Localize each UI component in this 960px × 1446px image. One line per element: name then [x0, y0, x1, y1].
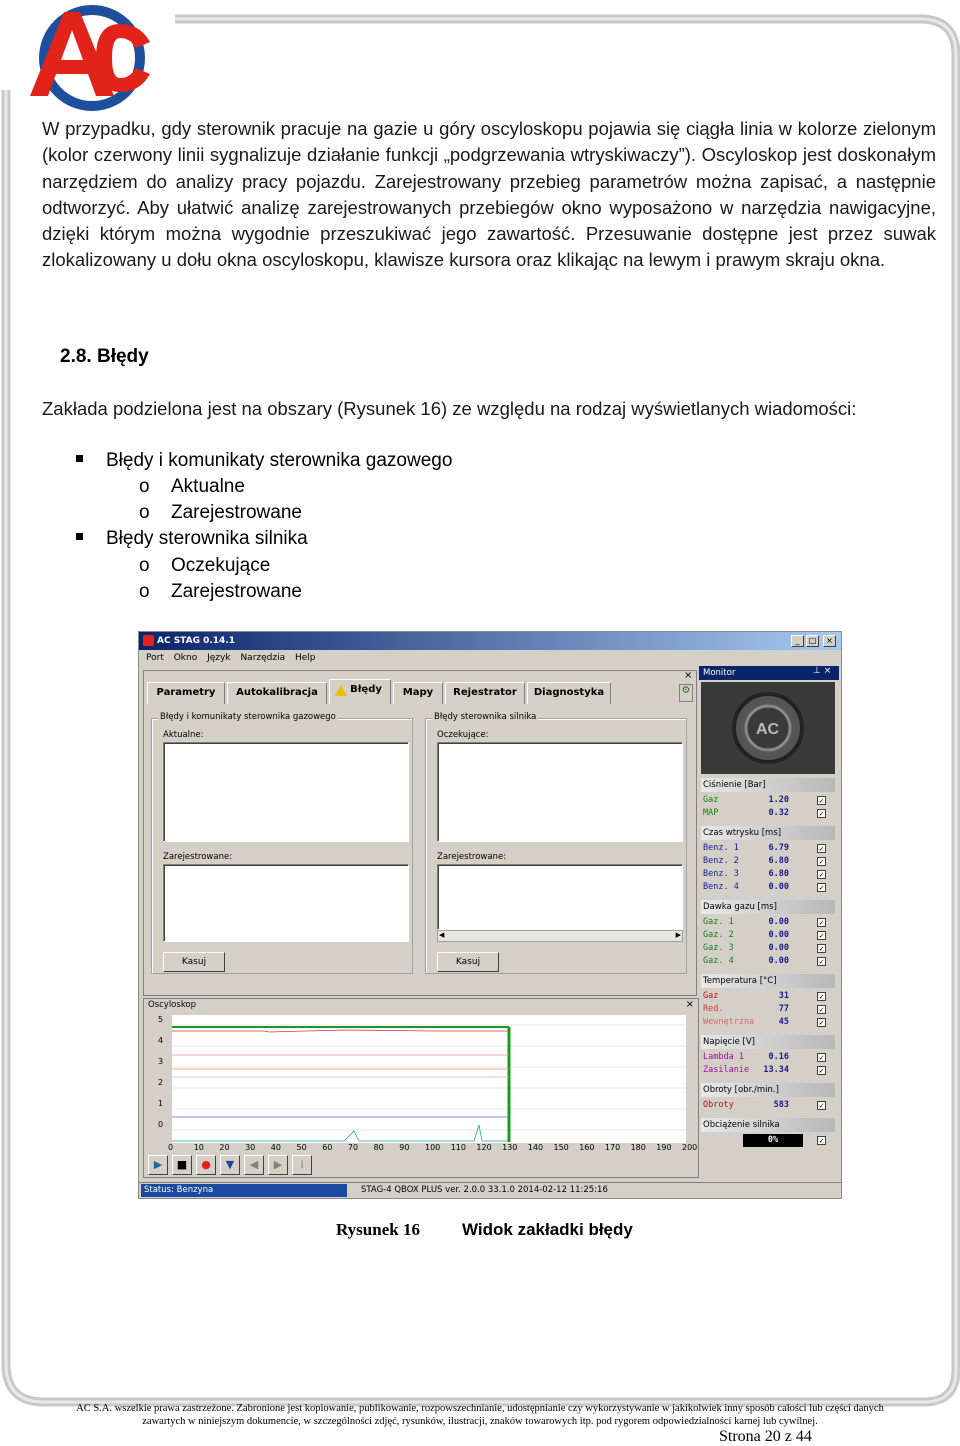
monitor-section-title[interactable]: Temperatura [°C] [701, 974, 835, 988]
footer-line-2: zawartych w niniejszym dokumencie, w szczególności zdjęć, rysunków, ilustracji, znaków towarowych itp. pod rygorem odpowiedzialności karnej lub cywilnej. [142, 1416, 818, 1427]
list-subitem: Zarejestrowane [171, 581, 302, 602]
x-tick-label: 130 [502, 1143, 518, 1152]
monitor-row-value: 0.00 [768, 956, 789, 966]
monitor-row-label: Gaz [703, 991, 719, 1001]
monitor-checkbox[interactable]: ✓ [817, 944, 826, 953]
y-tick-label: 3 [158, 1057, 164, 1066]
monitor-row-label: Benz. 3 [703, 869, 739, 879]
figure-caption: Widok zakładki błędy [462, 1220, 633, 1239]
clear-button[interactable]: Kasuj [163, 952, 225, 972]
figure-label: Rysunek 16 [336, 1220, 420, 1239]
monitor-row [703, 807, 833, 820]
registered-errors-list[interactable] [437, 864, 683, 930]
monitor-row [703, 794, 833, 807]
monitor-checkbox[interactable]: ✓ [817, 844, 826, 853]
list-item: Błędy sterownika silnika [106, 528, 308, 549]
x-tick-label: 100 [425, 1143, 441, 1152]
monitor-row-label: Benz. 2 [703, 856, 739, 866]
pending-errors-list[interactable] [437, 742, 683, 842]
step-back-icon[interactable]: ◀ [244, 1155, 264, 1175]
x-tick-label: 200 [682, 1143, 698, 1152]
monitor-section-title[interactable]: Czas wtrysku [ms] [701, 826, 835, 840]
logo-text: AC [22, 2, 24, 3]
x-tick-label: 80 [373, 1143, 384, 1152]
monitor-row-value: 0.00 [768, 917, 789, 927]
monitor-row [703, 1099, 833, 1112]
sub-bullet: o [139, 581, 150, 602]
y-tick-label: 0 [158, 1120, 164, 1129]
monitor-row [703, 1134, 833, 1147]
monitor-row [703, 1016, 833, 1029]
paragraph-areas: Zakłada podzielona jest na obszary (Rysunek 16) ze względu na rodzaj wyświetlanych wiadomości: [42, 398, 857, 419]
status-engine: Status: Benzyna [141, 1184, 347, 1197]
monitor-row [703, 916, 833, 929]
monitor-row-label: Lambda 1 [703, 1052, 744, 1062]
monitor-row [703, 942, 833, 955]
monitor-section-title[interactable]: Ciśnienie [Bar] [701, 778, 835, 792]
y-axis-ticks [158, 1017, 170, 1157]
y-tick-label: 5 [158, 1015, 164, 1024]
tab-parametry[interactable]: Parametry [147, 682, 225, 704]
monitor-checkbox[interactable]: ✓ [817, 809, 826, 818]
monitor-row [703, 855, 833, 868]
monitor-checkbox[interactable]: ✓ [817, 1101, 826, 1110]
monitor-row-value: 583 [773, 1100, 789, 1110]
monitor-row-value: 0.00 [768, 943, 789, 953]
oscilloscope-panel [143, 998, 699, 1178]
warning-icon [335, 685, 347, 696]
monitor-row-value: 0.00 [768, 930, 789, 940]
monitor-row-label: Red. [703, 1004, 724, 1014]
maximize-icon[interactable]: □ [806, 635, 819, 647]
x-tick-label: 50 [296, 1143, 307, 1152]
label-current: Aktualne: [163, 730, 204, 740]
monitor-row-value: 0% [743, 1134, 803, 1147]
close-icon[interactable]: × [823, 635, 836, 647]
x-tick-label: 180 [630, 1143, 646, 1152]
menu-narzedzia[interactable]: Narzędzia [240, 653, 286, 663]
monitor-row-label: Gaz. 4 [703, 956, 734, 966]
app-logo-icon [143, 635, 154, 646]
monitor-section-title[interactable]: Dawka gazu [ms] [701, 900, 835, 914]
monitor-checkbox[interactable]: ✓ [817, 992, 826, 1001]
monitor-row-label: Obroty [703, 1100, 734, 1110]
monitor-section-title[interactable]: Obroty [obr./min.] [701, 1083, 835, 1097]
monitor-row-label: Benz. 4 [703, 882, 739, 892]
record-icon[interactable]: ● [196, 1155, 216, 1175]
tab-bledy[interactable]: Błędy [329, 679, 391, 704]
monitor-row-value: 77 [778, 1004, 789, 1014]
tab-rejestrator[interactable]: Rejestrator [445, 682, 525, 704]
monitor-logo-area [701, 682, 835, 774]
x-tick-label: 30 [245, 1143, 256, 1152]
y-tick-label: 2 [158, 1078, 164, 1087]
monitor-row [703, 881, 833, 894]
monitor-checkbox[interactable]: ✓ [817, 1136, 826, 1145]
monitor-checkbox[interactable]: ✓ [817, 1018, 826, 1027]
monitor-row-label: Gaz. 2 [703, 930, 734, 940]
sub-bullet: o [139, 476, 150, 497]
tool-icon[interactable]: ⚙ [679, 684, 693, 702]
menu-port[interactable]: Port [146, 653, 164, 663]
x-tick-label: 150 [553, 1143, 569, 1152]
monitor-title: Monitor [699, 666, 839, 680]
menu-bar [139, 650, 841, 666]
monitor-row [703, 1064, 833, 1077]
x-tick-label: 140 [527, 1143, 544, 1152]
section-heading: 2.8. Błędy [60, 346, 149, 367]
scroll-left-icon[interactable]: ◀ [439, 931, 445, 939]
monitor-row-label: Benz. 1 [703, 843, 739, 853]
x-tick-label: 160 [579, 1143, 595, 1152]
ac-emblem-icon [701, 682, 835, 774]
monitor-row [703, 1051, 833, 1064]
current-errors-list[interactable] [163, 742, 409, 842]
status-bar [139, 1182, 841, 1198]
monitor-row-value: 45 [778, 1017, 789, 1027]
monitor-row-label: Wewnętrzna [703, 1017, 755, 1027]
x-tick-label: 170 [604, 1143, 621, 1152]
app-window [138, 631, 842, 1199]
app-titlebar [139, 632, 841, 650]
oscilloscope-title: Oscyloskop [148, 1000, 197, 1010]
monitor-row-label: Zasilanie [703, 1065, 750, 1075]
monitor-section-title[interactable]: Napięcie [V] [701, 1035, 835, 1049]
status-version: STAG-4 QBOX PLUS ver. 2.0.0 33.1.0 2014-02-12 11:25:16 [361, 1185, 608, 1195]
monitor-row [703, 990, 833, 1003]
oscilloscope-plot[interactable] [144, 1013, 698, 1155]
monitor-row-label: Gaz. 1 [703, 917, 734, 927]
monitor-row-value: 31 [778, 991, 789, 1001]
ac-logo [22, 2, 154, 114]
scroll-right-icon[interactable]: ▶ [675, 931, 681, 939]
monitor-checkbox[interactable]: ✓ [817, 1005, 826, 1014]
scope-close-icon[interactable]: × [685, 999, 694, 1010]
x-tick-label: 190 [656, 1143, 672, 1152]
list-subitem: Oczekujące [171, 555, 271, 576]
x-tick-label: 70 [347, 1143, 359, 1152]
bullet-icon [76, 533, 83, 540]
svg-text:AC: AC [756, 721, 780, 738]
monitor-row-value: 0.00 [768, 882, 789, 892]
horizontal-scrollbar[interactable] [437, 930, 683, 942]
app-title: AC STAG 0.14.1 [157, 636, 235, 646]
monitor-checkbox[interactable]: ✓ [817, 918, 826, 927]
monitor-checkbox[interactable]: ✓ [817, 883, 826, 892]
monitor-section-title[interactable]: Obciążenie silnika [701, 1118, 835, 1132]
bullet-icon [76, 455, 83, 462]
x-tick-label: 40 [270, 1143, 281, 1152]
monitor-checkbox[interactable]: ✓ [817, 1066, 826, 1075]
sub-bullet: o [139, 502, 150, 523]
download-icon[interactable]: ▼ [220, 1155, 240, 1175]
monitor-row-value: 1.20 [768, 795, 789, 805]
monitor-checkbox[interactable]: ✓ [817, 857, 826, 866]
monitor-row-value: 0.16 [768, 1052, 789, 1062]
sub-bullet: o [139, 555, 150, 576]
list-subitem: Aktualne [171, 476, 245, 497]
tab-diagnostyka[interactable]: Diagnostyka [527, 682, 611, 704]
list-item: Błędy i komunikaty sterownika gazowego [106, 450, 453, 471]
panel-close-icon[interactable]: × [684, 670, 693, 681]
monitor-row-label: MAP [703, 808, 719, 818]
x-tick-label: 60 [322, 1143, 333, 1152]
x-tick-label: 110 [450, 1143, 466, 1152]
monitor-panel [699, 666, 839, 1178]
monitor-row-label: Gaz. 3 [703, 943, 734, 953]
y-tick-label: 1 [158, 1099, 164, 1108]
x-tick-label: 10 [193, 1143, 204, 1152]
step-forward-icon[interactable]: ▶ [268, 1155, 288, 1175]
monitor-row-value: 6.80 [768, 856, 789, 866]
monitor-checkbox[interactable]: ✓ [817, 796, 826, 805]
label-registered: Zarejestrowane: [437, 852, 507, 862]
tab-autokalibracja[interactable]: Autokalibracja [227, 682, 327, 704]
y-tick-label: 4 [158, 1036, 164, 1045]
menu-okno[interactable]: Okno [173, 653, 198, 663]
monitor-checkbox[interactable]: ✓ [817, 931, 826, 940]
play-icon[interactable]: ▶ [148, 1155, 168, 1175]
minimize-icon[interactable]: _ [791, 635, 804, 647]
group-title: Błędy i komunikaty sterownika gazowego [160, 712, 336, 722]
x-tick-label: 20 [219, 1143, 230, 1152]
monitor-row [703, 929, 833, 942]
x-tick-label: 0 [168, 1143, 174, 1152]
monitor-row-value: 6.80 [768, 869, 789, 879]
footer-line-1: AC S.A. wszelkie prawa zastrzeżone. Zabronione jest kopiowanie, publikowanie, rozpowszechnianie, udostępnianie czy wykorzystywanie w jakikolwiek inny sposób całości lub części danych [76, 1403, 884, 1414]
group-title: Błędy sterownika silnika [434, 712, 537, 722]
monitor-row [703, 868, 833, 881]
menu-help[interactable]: Help [295, 653, 316, 663]
x-tick-label: 120 [476, 1143, 492, 1152]
monitor-row [703, 955, 833, 968]
monitor-row-value: 13.34 [763, 1065, 789, 1075]
monitor-checkbox[interactable]: ✓ [817, 1053, 826, 1062]
menu-jezyk[interactable]: Język [207, 653, 231, 663]
monitor-checkbox[interactable]: ✓ [817, 957, 826, 966]
paragraph-oscilloscope: W przypadku, gdy sterownik pracuje na gazie u góry oscyloskopu pojawia się ciągła linia w kolorze zielonym (kolor czerwony linii sygnalizuje działanie funkcji „podgrzewania wtryskiwaczy”). Oscyloskop jest doskonałym narzędziem do analizy pracy pojazdu. Zarejestrowany przebieg parametrów można zapisać, a następnie odtworzyć. Aby ułatwić analizę zarejestrowanych przebiegów okno wyposażono w narzędzia nawigacyjne, dzięki którym można wygodnie przeszukiwać jego zawartość. Przesuwanie dostępne jest przez suwak zlokalizowany u dołu okna oscyloskopu, klawisze kursora oraz klikając na lewym i prawym skraju okna. [42, 118, 936, 271]
page-number: Strona 20 z 44 [719, 1428, 812, 1445]
monitor-row [703, 842, 833, 855]
monitor-checkbox[interactable]: ✓ [817, 870, 826, 879]
monitor-row-value: 6.79 [768, 843, 789, 853]
list-subitem: Zarejestrowane [171, 502, 302, 523]
label-pending: Oczekujące: [437, 730, 489, 740]
clear-button[interactable]: Kasuj [437, 952, 499, 972]
stop-icon[interactable]: ■ [172, 1155, 192, 1175]
info-icon[interactable]: i [292, 1155, 312, 1175]
x-axis-ticks [144, 1143, 698, 1153]
registered-errors-list[interactable] [163, 864, 409, 942]
label-registered: Zarejestrowane: [163, 852, 233, 862]
pin-icon[interactable]: ⊥ × [813, 666, 832, 676]
monitor-row-label: Gaz [703, 795, 719, 805]
x-tick-label: 90 [399, 1143, 410, 1152]
monitor-row [703, 1003, 833, 1016]
tab-mapy[interactable]: Mapy [393, 682, 443, 704]
monitor-row-value: 0.32 [768, 808, 789, 818]
